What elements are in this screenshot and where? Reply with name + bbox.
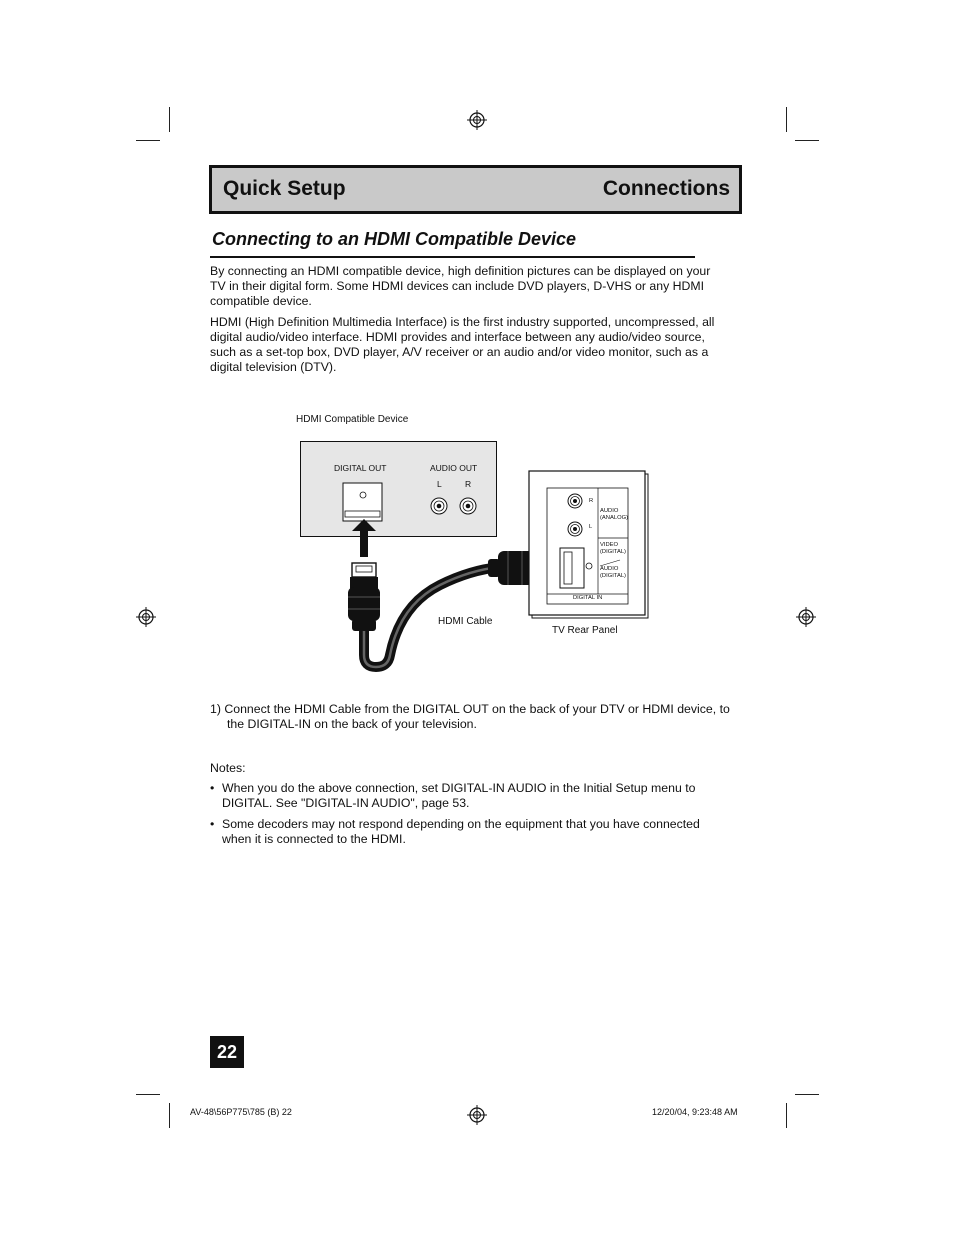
section-title: Connecting to an HDMI Compatible Device xyxy=(212,229,577,249)
crop-mark xyxy=(169,1103,170,1128)
step-1 xyxy=(210,702,745,732)
audio-r-label: R xyxy=(465,479,472,489)
crop-mark xyxy=(786,1103,787,1128)
cable-label: HDMI Cable xyxy=(438,616,493,627)
label-line: AUDIO xyxy=(600,566,619,572)
note-1 xyxy=(210,781,735,811)
rca-jack-l-icon xyxy=(568,522,582,536)
crop-mark xyxy=(136,140,160,141)
text-line: 1) Connect the HDMI Cable from the DIGITAL OUT on the back of your DTV or HDMI device, to xyxy=(210,702,730,716)
footer-left: AV-48\56P775\785 (B) 22 xyxy=(190,1107,292,1117)
label-line: AUDIO xyxy=(600,508,619,514)
text-line: By connecting an HDMI compatible device, high definition pictures can be displayed on your xyxy=(210,264,711,278)
registration-mark-icon xyxy=(467,1105,487,1125)
registration-mark-icon xyxy=(136,607,156,627)
text-line: digital audio/video interface. HDMI provides and interface between any audio/video source, xyxy=(210,330,705,344)
tv-r-label: R xyxy=(589,498,594,504)
intro-paragraph-2 xyxy=(210,315,735,375)
notes-heading: Notes: xyxy=(210,761,246,775)
audio-digital-label xyxy=(600,566,626,580)
registration-mark-icon xyxy=(796,607,816,627)
audio-analog-label xyxy=(600,508,628,522)
footer-right: 12/20/04, 9:23:48 AM xyxy=(652,1107,738,1117)
intro-paragraph-1 xyxy=(210,264,735,309)
text-line: such as a set-top box, DVD player, A/V receiver or an audio and/or video monitor, such as a xyxy=(210,345,709,359)
text-line: the DIGITAL-IN on the back of your television. xyxy=(227,717,477,731)
video-digital-label xyxy=(600,542,626,556)
rca-jack-r-icon xyxy=(460,498,476,514)
note-2 xyxy=(210,817,735,847)
crop-mark xyxy=(795,140,819,141)
tv-l-label: L xyxy=(589,524,593,530)
text-line: HDMI (High Definition Multimedia Interface) is the first industry supported, uncompressed, all xyxy=(210,315,715,329)
audio-l-label: L xyxy=(437,479,442,489)
text-line: digital television (DTV). xyxy=(210,360,337,374)
page-header xyxy=(209,165,742,214)
header-right-title: Connections xyxy=(602,177,730,200)
label-line: (DIGITAL) xyxy=(600,549,626,555)
audio-out-label: AUDIO OUT xyxy=(430,463,478,473)
arrow-up-icon xyxy=(352,519,376,557)
registration-mark-icon xyxy=(467,110,487,130)
rca-jack-l-icon xyxy=(431,498,447,514)
crop-mark xyxy=(136,1094,160,1095)
rca-jack-r-icon xyxy=(568,494,582,508)
hdmi-cable-illustration xyxy=(330,515,560,675)
text-line: DIGITAL. See "DIGITAL-IN AUDIO", page 53. xyxy=(222,796,470,810)
panel-label: TV Rear Panel xyxy=(552,625,618,636)
text-line: compatible device. xyxy=(210,294,312,308)
text-line: Some decoders may not respond depending on the equipment that you have connected xyxy=(222,817,700,831)
hdmi-connector-vertical-icon xyxy=(348,563,380,631)
digital-out-label: DIGITAL OUT xyxy=(334,463,387,473)
text-line: When you do the above connection, set DIGITAL-IN AUDIO in the Initial Setup menu to xyxy=(222,781,696,795)
label-line: (ANALOG) xyxy=(600,515,629,521)
page-number: 22 xyxy=(210,1036,244,1068)
device-label: HDMI Compatible Device xyxy=(296,414,409,425)
crop-mark xyxy=(795,1094,819,1095)
digital-in-label: DIGITAL IN xyxy=(573,595,603,601)
crop-mark xyxy=(169,107,170,132)
header-left-title: Quick Setup xyxy=(223,177,346,200)
crop-mark xyxy=(786,107,787,132)
section-rule xyxy=(210,256,695,258)
bullet: • xyxy=(210,817,215,831)
label-line: (DIGITAL) xyxy=(600,573,626,579)
text-line: when it is connected to the HDMI. xyxy=(222,832,406,846)
bullet: • xyxy=(210,781,215,795)
text-line: TV in their digital form. Some HDMI devices can include DVD players, D-VHS or any HDMI xyxy=(210,279,705,293)
label-line: VIDEO xyxy=(600,542,619,548)
